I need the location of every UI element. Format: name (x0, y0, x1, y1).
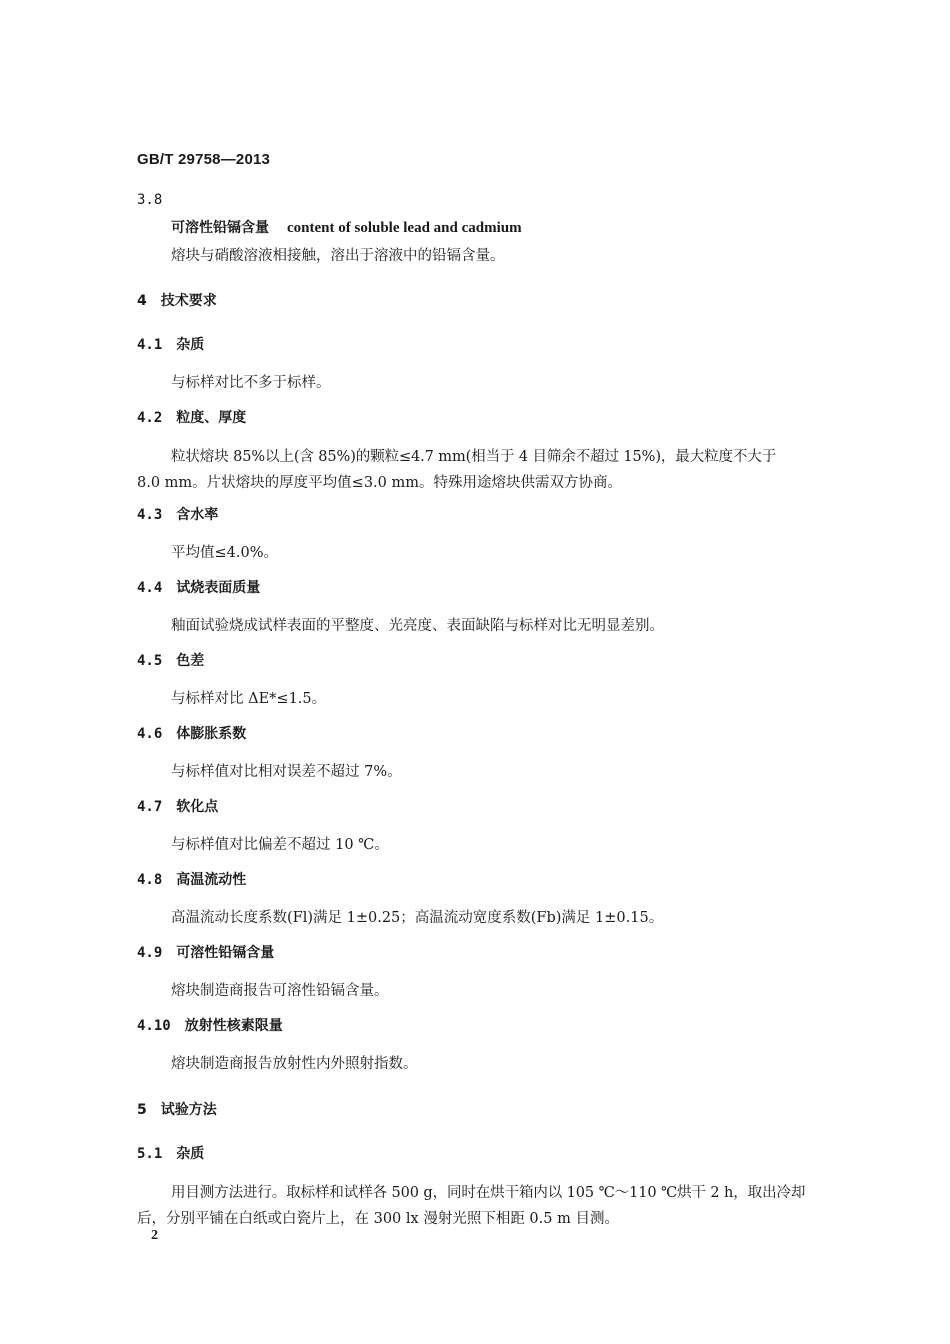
paragraph-4-8: 高温流动长度系数(Fl)满足 1±0.25；高温流动宽度系数(Fb)满足 1±0.15。 (171, 910, 664, 926)
section-heading-4-2 (137, 407, 246, 427)
section-heading-4-7 (137, 796, 218, 816)
term-cn: 可溶性铅镉含量 (171, 220, 269, 236)
section-title: 软化点 (176, 799, 219, 815)
section-heading-4-9 (137, 942, 274, 962)
section-number: 4.5 (137, 653, 163, 669)
paragraph-4-3: 平均值≤4.0%。 (171, 545, 278, 561)
section-number-3-8: 3.8 (137, 192, 163, 208)
page-number: 2 (151, 1228, 158, 1243)
section-number: 4.7 (137, 799, 163, 815)
section-title: 技术要求 (160, 293, 217, 309)
section-heading-4-10 (137, 1015, 283, 1035)
section-title: 含水率 (176, 507, 219, 523)
section-heading-4 (137, 290, 217, 310)
section-title: 杂质 (176, 1146, 205, 1162)
paragraph-4-10: 熔块制造商报告放射性内外照射指数。 (171, 1056, 418, 1072)
paragraph-4-5: 与标样对比 ΔE*≤1.5。 (171, 691, 327, 707)
paragraph-4-4: 釉面试验烧成试样表面的平整度、光亮度、表面缺陷与标样对比无明显差别。 (171, 618, 664, 634)
section-heading-4-3 (137, 504, 218, 524)
paragraph-4-1: 与标样对比不多于标样。 (171, 375, 331, 391)
section-number: 4.2 (137, 410, 163, 426)
section-number: 4.9 (137, 945, 163, 961)
section-heading-4-6 (137, 723, 246, 743)
section-title: 色差 (176, 653, 205, 669)
section-title: 可溶性铅镉含量 (176, 945, 275, 961)
section-number: 4.4 (137, 580, 163, 596)
paragraph-5-1-line2: 后，分别平铺在白纸或白瓷片上，在 300 lx 漫射光照下相距 0.5 m 目测。 (137, 1211, 619, 1227)
term-3-8 (171, 217, 522, 237)
section-title: 试烧表面质量 (176, 580, 261, 596)
section-heading-5 (137, 1099, 217, 1119)
standard-code-header: GB/T 29758—2013 (137, 151, 271, 168)
section-number: 4.8 (137, 872, 163, 888)
paragraph-4-2-line1: 粒状熔块 85%以上(含 85%)的颗粒≤4.7 mm(相当于 4 目筛余不超过 15%)，最大粒度不大于 (171, 449, 777, 465)
section-number: 4.3 (137, 507, 163, 523)
paragraph-5-1-line1: 用目测方法进行。取标样和试样各 500 g，同时在烘干箱内以 105 ℃～110 ℃烘干 2 h，取出冷却 (171, 1185, 806, 1201)
section-heading-4-8 (137, 869, 246, 889)
section-title: 放射性核素限量 (184, 1018, 283, 1034)
section-heading-4-1 (137, 334, 204, 354)
paragraph-4-2-line2: 8.0 mm。片状熔块的厚度平均值≤3.0 mm。特殊用途熔块供需双方协商。 (137, 475, 622, 491)
section-heading-4-5 (137, 650, 204, 670)
section-number: 4 (137, 293, 147, 309)
section-title: 体膨胀系数 (176, 726, 247, 742)
section-number: 4.10 (137, 1018, 171, 1034)
section-number: 5 (137, 1102, 147, 1118)
section-title: 高温流动性 (176, 872, 247, 888)
section-heading-4-4 (137, 577, 260, 597)
paragraph-4-7: 与标样值对比偏差不超过 10 ℃。 (171, 837, 389, 853)
section-title: 试验方法 (160, 1102, 217, 1118)
definition-3-8: 熔块与硝酸溶液相接触，溶出于溶液中的铅镉含量。 (171, 248, 505, 264)
paragraph-4-9: 熔块制造商报告可溶性铅镉含量。 (171, 983, 389, 999)
section-number: 4.6 (137, 726, 163, 742)
section-number: 5.1 (137, 1146, 163, 1162)
paragraph-4-6: 与标样值对比相对误差不超过 7%。 (171, 764, 402, 780)
section-title: 粒度、厚度 (176, 410, 247, 426)
section-title: 杂质 (176, 337, 205, 353)
term-en: content of soluble lead and cadmium (287, 220, 522, 236)
section-number: 4.1 (137, 337, 163, 353)
section-heading-5-1 (137, 1143, 204, 1163)
